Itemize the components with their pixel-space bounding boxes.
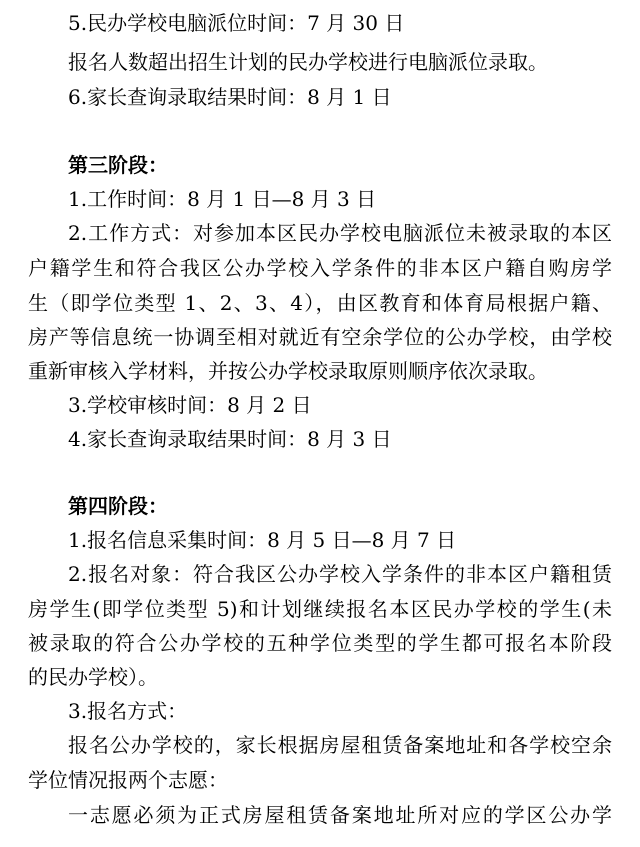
paragraph-line: 3.学校审核时间：8 月 2 日 bbox=[68, 393, 312, 417]
paragraph-line: 4.家长查询录取结果时间：8 月 3 日 bbox=[68, 427, 392, 451]
paragraph-line: 被录取的符合公办学校的五种学位类型的学生都可报名本阶段 bbox=[28, 631, 612, 655]
paragraph-line: 学位情况报两个志愿： bbox=[28, 768, 228, 792]
paragraph-line: 报名公办学校的，家长根据房屋租赁备案地址和各学校空余 bbox=[68, 733, 612, 757]
paragraph-line: 重新审核入学材料，并按公办学校录取原则顺序依次录取。 bbox=[28, 359, 548, 383]
paragraph-line: 生（即学位类型 1、2、3、4），由区教育和体育局根据户籍、 bbox=[28, 291, 612, 315]
paragraph-line: 1.工作时间：8 月 1 日—8 月 3 日 bbox=[68, 187, 377, 211]
section-heading: 第四阶段： bbox=[68, 494, 168, 518]
paragraph-line: 3.报名方式： bbox=[68, 699, 188, 723]
paragraph-line: 一志愿必须为正式房屋租赁备案地址所对应的学区公办学 bbox=[68, 803, 612, 827]
paragraph-line: 报名人数超出招生计划的民办学校进行电脑派位录取。 bbox=[68, 50, 548, 74]
paragraph-line: 5.民办学校电脑派位时间：7 月 30 日 bbox=[68, 11, 405, 35]
paragraph-line: 6.家长查询录取结果时间：8 月 1 日 bbox=[68, 85, 392, 109]
section-heading: 第三阶段： bbox=[68, 153, 168, 177]
paragraph-line: 房学生(即学位类型 5)和计划继续报名本区民办学校的学生(未 bbox=[28, 597, 612, 621]
paragraph-line: 1.报名信息采集时间：8 月 5 日—8 月 7 日 bbox=[68, 528, 457, 552]
paragraph-line: 2.报名对象：符合我区公办学校入学条件的非本区户籍租赁 bbox=[68, 562, 612, 586]
paragraph-line: 2.工作方式：对参加本区民办学校电脑派位未被录取的本区 bbox=[68, 221, 612, 245]
paragraph-line: 户籍学生和符合我区公办学校入学条件的非本区户籍自购房学 bbox=[28, 256, 612, 280]
paragraph-line: 房产等信息统一协调至相对就近有空余学位的公办学校，由学校 bbox=[28, 325, 612, 349]
paragraph-line: 的民办学校）。 bbox=[28, 665, 158, 689]
